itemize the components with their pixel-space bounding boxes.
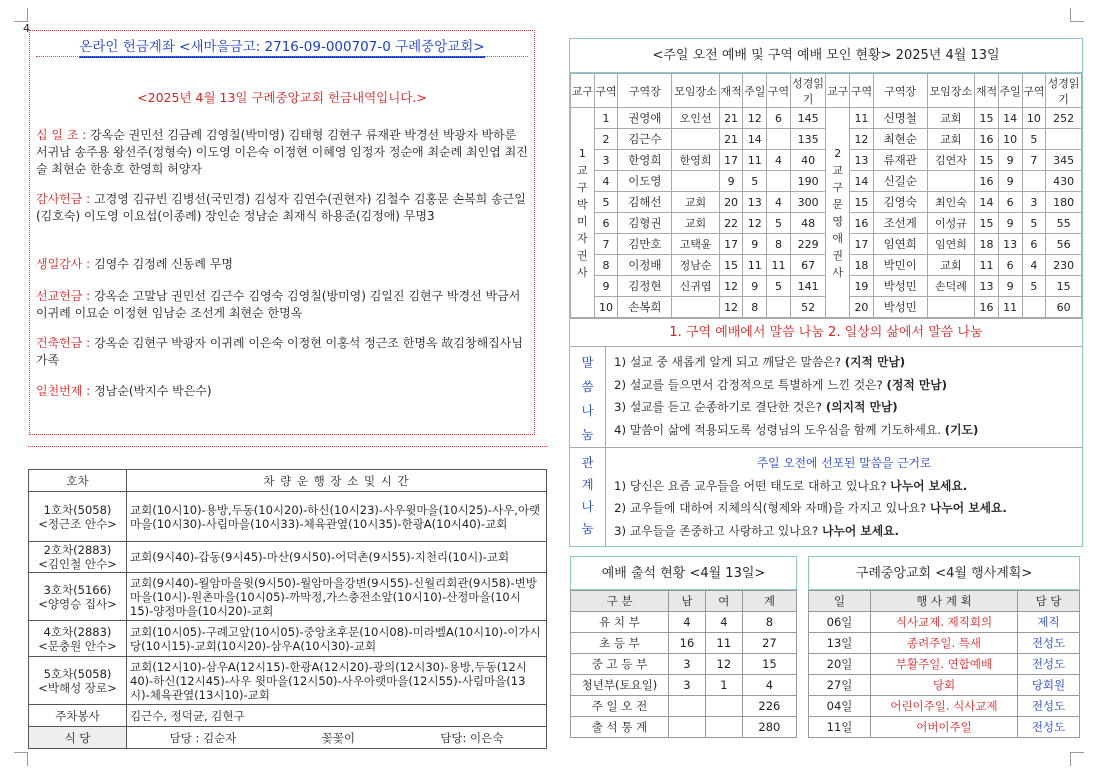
- worship-cell: 229: [790, 234, 826, 255]
- worship-cell: 류재관: [873, 150, 927, 171]
- worship-cell: 6: [767, 108, 791, 129]
- worship-cell: 9: [743, 234, 767, 255]
- attendance-cell: 출 석 통 계: [571, 717, 669, 738]
- event-plan-cell: 04일: [809, 696, 871, 717]
- worship-row: [571, 108, 1082, 129]
- bus-route-4: 교회(10시05)-구례고앞(10시05)-중앙초후문(10시08)-미라벨A(10시10)-이가시당(10시15)-교회(10시20)-삼우A(10시30)-교회: [127, 621, 547, 657]
- event-plan-cell: 전성도: [1018, 654, 1080, 675]
- worship-cell: 14: [743, 129, 767, 150]
- worship-header-cell: 성경읽기: [790, 74, 826, 108]
- attendance-box: [570, 556, 797, 738]
- worship-header-cell: 주일: [743, 74, 767, 108]
- attendance-cell: 226: [742, 696, 796, 717]
- worship-cell: 임연희: [927, 234, 974, 255]
- worship-cell: 230: [1046, 255, 1082, 276]
- worship-header-cell: 구역: [767, 74, 791, 108]
- worship-header-cell: 모임장소: [927, 74, 974, 108]
- worship-cell: [767, 129, 791, 150]
- attendance-cell: 16: [669, 633, 706, 654]
- attendance-header: 구 분: [571, 591, 669, 612]
- worship-cell: [927, 171, 974, 192]
- worship-cell: 오인선: [672, 108, 719, 129]
- worship-cell: 김근수: [618, 129, 672, 150]
- event-plan-cell: 어린이주일. 식사교제: [871, 696, 1018, 717]
- worship-cell: 교회: [927, 108, 974, 129]
- thanks-list: 감사헌금 : 고경영 김규빈 김병선(국민경) 김성자 김연수(권현자) 김철수 김홍문 손복희 송근일(김호숙) 이도영 이요섭(이종례) 장인순 정남순 최재식 하용준(김정애) 무명3: [36, 192, 526, 223]
- relation-heading: 주일 오전에 선포된 말씀을 근거로: [756, 456, 932, 470]
- worship-cell: 15: [975, 150, 999, 171]
- worship-cell: 16: [975, 297, 999, 318]
- worship-header-cell: 교구: [571, 74, 595, 108]
- worship-cell: 김만호: [618, 234, 672, 255]
- worship-cell: 12: [719, 297, 743, 318]
- worship-cell: 3: [1022, 192, 1046, 213]
- bus-car-1: 1호차(5058) <정근조 안수>: [29, 492, 127, 542]
- worship-cell: 11: [767, 255, 791, 276]
- worship-cell: 11: [743, 150, 767, 171]
- worship-cell: 신귀엽: [672, 276, 719, 297]
- worship-cell: 최인숙: [927, 192, 974, 213]
- word-sharing: [570, 346, 1082, 447]
- mission-list: 선교헌금 : 강옥순 고말남 권민선 김근수 김영숙 김영칠(방미영) 김일진 김현구 박경선 박금서 이귀례 이묘순 이정현 임남순 조선게 최현순 한명옥: [36, 289, 521, 320]
- attendance-table: [570, 590, 797, 738]
- worship-cell: 135: [790, 129, 826, 150]
- worship-cell: 19: [850, 276, 874, 297]
- worship-cell: 48: [790, 213, 826, 234]
- question-2: 2) 설교를 들으면서 감정적으로 특별하게 느낀 것은? (정적 만남): [614, 377, 948, 392]
- worship-cell: 11: [998, 297, 1022, 318]
- worship-cell: 이도영: [618, 171, 672, 192]
- worship-cell: 17: [850, 234, 874, 255]
- worship-cell: 18: [975, 234, 999, 255]
- worship-cell: [672, 297, 719, 318]
- worship-cell: 17: [719, 150, 743, 171]
- event-plan-cell: 당회: [871, 675, 1018, 696]
- worship-cell: 최현순: [873, 129, 927, 150]
- bus-route-2: 교회(9시40)-갑동(9시45)-마산(9시50)-어덕촌(9시55)-지천리(10시)-교회: [127, 542, 547, 573]
- event-plan-cell: 종려주일. 특새: [871, 633, 1018, 654]
- worship-cell: 9: [743, 276, 767, 297]
- attendance-cell: 15: [742, 654, 796, 675]
- attendance-cell: 중 고 등 부: [571, 654, 669, 675]
- worship-cell: 9: [998, 150, 1022, 171]
- worship-cell: 13: [743, 192, 767, 213]
- worship-cell: 9: [719, 171, 743, 192]
- crop-mark-br: [1070, 752, 1084, 766]
- sermon-heading: 1. 구역 예배에서 말씀 나눔 2. 일상의 삶에서 말씀 나눔: [570, 318, 1082, 346]
- worship-cell: 2: [594, 129, 618, 150]
- event-plan-cell: 11일: [809, 717, 871, 738]
- attendance-cell: 1: [705, 675, 742, 696]
- worship-cell: 15: [719, 255, 743, 276]
- parking-names: 김근수, 정덕균, 김현구: [127, 705, 547, 727]
- page-number: 4: [23, 22, 30, 35]
- worship-cell: 7: [594, 234, 618, 255]
- attendance-header: 남: [669, 591, 706, 612]
- worship-cell: 15: [975, 213, 999, 234]
- worship-cell: 20: [850, 297, 874, 318]
- worship-cell: 141: [790, 276, 826, 297]
- attendance-cell: 유 치 부: [571, 612, 669, 633]
- worship-cell: 345: [1046, 150, 1082, 171]
- relation-sharing-side: 관 계 나 눔: [570, 448, 606, 546]
- worship-cell: 김형권: [618, 213, 672, 234]
- attendance-title: 예배 출석 현황 <4월 13일>: [570, 556, 797, 590]
- worship-cell: 5: [767, 276, 791, 297]
- worship-header-cell: 재적: [719, 74, 743, 108]
- worship-cell: 4: [767, 150, 791, 171]
- bus-route-1: 교회(10시10)-용방,두동(10시20)-하신(10시23)-사우윗마을(10시25)-사우,아랫마을(10시30)-사림마을(10시33)-체육관옆(10시35)-한광A(10시40)-교회: [127, 492, 547, 542]
- event-plan-table: [808, 590, 1080, 738]
- relation-3: 3) 교우들을 존중하고 사랑하고 있나요? 나누어 보세요.: [614, 523, 900, 538]
- question-3: 3) 설교를 듣고 순종하기로 결단한 것은? (의지적 만남): [614, 400, 898, 414]
- worship-cell: 4: [767, 192, 791, 213]
- worship-cell: 14: [998, 108, 1022, 129]
- worship-cell: 52: [790, 297, 826, 318]
- event-plan-cell: 제직: [1018, 612, 1080, 633]
- crop-mark-tl: [14, 8, 28, 22]
- attendance-header: 여: [705, 591, 742, 612]
- worship-cell: [672, 129, 719, 150]
- worship-cell: 신길순: [873, 171, 927, 192]
- event-plan-cell: 06일: [809, 612, 871, 633]
- event-plan-cell: 13일: [809, 633, 871, 654]
- worship-cell: 13: [850, 150, 874, 171]
- offering-heading: <2025년 4월 13일 구례중앙교회 헌금내역입니다.>: [137, 90, 427, 105]
- birthday-list: 생일감사 : 김영수 김정례 신동례 무명: [36, 257, 234, 271]
- event-plan-cell: 식사교제. 제직회의: [871, 612, 1018, 633]
- attendance-cell: 4: [669, 612, 706, 633]
- worship-cell: 4: [1022, 255, 1046, 276]
- worship-cell: 21: [719, 108, 743, 129]
- attendance-header: 계: [742, 591, 796, 612]
- worship-cell: 8: [743, 297, 767, 318]
- worship-cell: 67: [790, 255, 826, 276]
- worship-cell: 9: [998, 276, 1022, 297]
- worship-cell: 박성민: [873, 276, 927, 297]
- event-plan-header: 일: [809, 591, 871, 612]
- event-plan-cell: 20일: [809, 654, 871, 675]
- bus-car-4: 4호차(2883) <문충원 안수>: [29, 621, 127, 657]
- worship-cell: 3: [594, 150, 618, 171]
- worship-cell: 8: [767, 234, 791, 255]
- attendance-cell: 11: [705, 633, 742, 654]
- word-sharing-side: 말 씀 나 눔: [570, 347, 606, 447]
- event-plan-cell: 어버이주일: [871, 717, 1018, 738]
- bank-account-line: 온라인 헌금계좌 <새마을금고: 2716-09-000707-0 구례중앙교회>: [30, 35, 534, 55]
- worship-cell: 손덕례: [927, 276, 974, 297]
- worship-cell: 김연자: [927, 150, 974, 171]
- worship-cell: 14: [975, 192, 999, 213]
- worship-cell: 17: [719, 234, 743, 255]
- worship-cell: 10: [998, 129, 1022, 150]
- worship-cell: 5: [743, 171, 767, 192]
- worship-cell: 55: [1046, 213, 1082, 234]
- bus-schedule: [28, 446, 547, 746]
- question-4: 4) 말씀이 삶에 적용되도록 성령님의 도우심을 함께 기도하세요. (기도): [614, 422, 979, 437]
- worship-header-cell: 구역장: [618, 74, 672, 108]
- attendance-cell: 초 등 부: [571, 633, 669, 654]
- attendance-cell: [705, 717, 742, 738]
- worship-cell: 14: [850, 171, 874, 192]
- worship-cell: 60: [1046, 297, 1082, 318]
- worship-table: [570, 73, 1082, 318]
- worship-cell: 5: [1022, 213, 1046, 234]
- worship-cell: [1046, 129, 1082, 150]
- worship-cell: 12: [719, 276, 743, 297]
- bus-header-car: 호차: [29, 470, 127, 492]
- worship-cell: 한영희: [618, 150, 672, 171]
- worship-cell: 252: [1046, 108, 1082, 129]
- worship-cell: 5: [1022, 129, 1046, 150]
- worship-cell: 180: [1046, 192, 1082, 213]
- bus-route-5: 교회(12시10)-삼우A(12시15)-한광A(12시20)-광의(12시30)-용방,두동(12시40)-하신(12시45)-사우 윗마을(12시50)-사우아랫마을(12시55)-사림마을(13시)-체육관옆(13시10)-교회: [127, 657, 547, 705]
- event-plan-box: [808, 556, 1080, 738]
- worship-cell: 56: [1046, 234, 1082, 255]
- worship-cell: [1022, 297, 1046, 318]
- attendance-cell: [705, 696, 742, 717]
- worship-header-cell: 구역: [1022, 74, 1046, 108]
- event-plan-cell: 전성도: [1018, 696, 1080, 717]
- worship-cell: 정남순: [672, 255, 719, 276]
- bus-car-5: 5호차(5058) <박해성 장로>: [29, 657, 127, 705]
- worship-cell: 16: [975, 171, 999, 192]
- worship-header-cell: 재적: [975, 74, 999, 108]
- worship-cell: 임연희: [873, 234, 927, 255]
- worship-cell: 교회: [672, 213, 719, 234]
- worship-cell: 16: [975, 129, 999, 150]
- relation-1: 1) 당신은 요즘 교우들을 어떤 태도로 대하고 있나요? 나누어 보세요.: [614, 478, 968, 493]
- worship-cell: 고택윤: [672, 234, 719, 255]
- worship-cell: 박성민: [873, 297, 927, 318]
- attendance-cell: 280: [742, 717, 796, 738]
- worship-header-cell: 구역장: [873, 74, 927, 108]
- worship-cell: 이성규: [927, 213, 974, 234]
- worship-cell: 12: [743, 213, 767, 234]
- worship-header-cell: 구역: [850, 74, 874, 108]
- building-list: 건축헌금 : 강옥순 김현구 박광자 이귀례 이은숙 이정현 이홍석 정근조 한명옥 故김창해집사님가족: [36, 336, 523, 367]
- worship-cell: 신명철: [873, 108, 927, 129]
- event-plan-header: 행 사 계 획: [871, 591, 1018, 612]
- worship-header-cell: 교구: [826, 74, 850, 108]
- attendance-cell: 4: [705, 612, 742, 633]
- worship-cell: 430: [1046, 171, 1082, 192]
- worship-cell: 8: [594, 255, 618, 276]
- worship-cell: 11: [743, 255, 767, 276]
- worship-cell: 145: [790, 108, 826, 129]
- worship-cell: 5: [1022, 276, 1046, 297]
- crop-mark-bl: [14, 752, 28, 766]
- attendance-cell: 8: [742, 612, 796, 633]
- worship-cell: 김해선: [618, 192, 672, 213]
- worship-cell: 11: [975, 255, 999, 276]
- worship-cell: 1: [594, 108, 618, 129]
- worship-cell: 21: [719, 129, 743, 150]
- event-plan-cell: 전성도: [1018, 633, 1080, 654]
- worship-cell: 9: [998, 171, 1022, 192]
- worship-cell: 10: [1022, 108, 1046, 129]
- attendance-cell: 3: [669, 654, 706, 675]
- attendance-cell: 3: [669, 675, 706, 696]
- worship-cell: 16: [850, 213, 874, 234]
- event-plan-cell: 당회원: [1018, 675, 1080, 696]
- worship-cell: 11: [850, 108, 874, 129]
- worship-header-cell: 성경읽기: [1046, 74, 1082, 108]
- worship-cell: 12: [850, 129, 874, 150]
- worship-cell: 교회: [927, 129, 974, 150]
- worship-cell: [767, 171, 791, 192]
- worship-cell: 김영숙: [873, 192, 927, 213]
- attendance-cell: [669, 717, 706, 738]
- worship-cell: 10: [594, 297, 618, 318]
- worship-cell: 15: [1046, 276, 1082, 297]
- worship-cell: 손복희: [618, 297, 672, 318]
- worship-cell: 190: [790, 171, 826, 192]
- worship-status: [569, 38, 1083, 547]
- attendance-cell: 12: [705, 654, 742, 675]
- worship-cell: 교회: [672, 192, 719, 213]
- worship-cell: 박민이: [873, 255, 927, 276]
- worship-cell: 교회: [927, 255, 974, 276]
- worship-cell: 18: [850, 255, 874, 276]
- kitchen-label: 식 당: [29, 727, 127, 749]
- worship-cell: 40: [790, 150, 826, 171]
- worship-cell: 이정배: [618, 255, 672, 276]
- crop-mark-tr: [1070, 8, 1084, 22]
- bus-header-route: 차 량 운 행 장 소 및 시 간: [127, 470, 547, 492]
- offering-box: [29, 30, 535, 435]
- worship-cell: 4: [594, 171, 618, 192]
- bus-route-3: 교회(9시40)-월암마을윗(9시50)-월암마을강변(9시55)-신월리회관(9시58)-변방마을(10시)-원촌마을(10시05)-까막정,가스충전소앞(10시10)-산정마을(10시15)-양정마을(10시20)-교회: [127, 573, 547, 621]
- event-plan-cell: 27일: [809, 675, 871, 696]
- worship-cell: 6: [998, 255, 1022, 276]
- event-plan-header: 담 당: [1018, 591, 1080, 612]
- attendance-cell: 주 일 오 전: [571, 696, 669, 717]
- attendance-cell: 27: [742, 633, 796, 654]
- worship-cell: [927, 297, 974, 318]
- worship-cell: 한영희: [672, 150, 719, 171]
- worship-cell: 13: [975, 276, 999, 297]
- worship-cell: 조선게: [873, 213, 927, 234]
- worship-cell: 15: [850, 192, 874, 213]
- worship-cell: 22: [719, 213, 743, 234]
- question-1: 1) 설교 중 새롭게 알게 되고 깨달은 말씀은? (지적 만남): [614, 355, 906, 369]
- worship-cell: 9: [998, 213, 1022, 234]
- worship-header-cell: 구역: [594, 74, 618, 108]
- worship-title: <주일 오전 예배 및 구역 예배 모인 현황> 2025년 4월 13일: [570, 39, 1082, 73]
- worship-cell: [767, 297, 791, 318]
- worship-cell: 13: [998, 234, 1022, 255]
- worship-cell: [1022, 171, 1046, 192]
- district-1-label: 1교구박미자권사: [571, 108, 595, 318]
- worship-cell: 5: [767, 213, 791, 234]
- district-2-label: 2교구문영애권사: [826, 108, 850, 318]
- event-plan-cell: 부활주일. 연합예배: [871, 654, 1018, 675]
- attendance-cell: 4: [742, 675, 796, 696]
- bus-car-3: 3호차(5166) <양영승 집사>: [29, 573, 127, 621]
- worship-cell: 7: [1022, 150, 1046, 171]
- kitchen-row: 담당 : 김순자 꽃꽃이 담당: 이은숙: [127, 727, 547, 749]
- relation-2: 2) 교우들에 대하여 지체의식(형제와 자매)을 가지고 있나요? 나누어 보세요.: [614, 501, 1007, 515]
- worship-header-cell: 주일: [998, 74, 1022, 108]
- worship-cell: 김정현: [618, 276, 672, 297]
- worship-cell: 15: [975, 108, 999, 129]
- worship-cell: 6: [594, 213, 618, 234]
- parking-label: 주차봉사: [29, 705, 127, 727]
- event-plan-title: 구례중앙교회 <4월 행사계획>: [808, 556, 1080, 590]
- worship-cell: 6: [1022, 234, 1046, 255]
- worship-cell: 12: [743, 108, 767, 129]
- worship-cell: [672, 171, 719, 192]
- relation-sharing: [570, 447, 1082, 546]
- attendance-cell: 청년부(토요일): [571, 675, 669, 696]
- first-offering-list: 일천번제 : 정남순(박지수 박은수): [36, 384, 212, 398]
- attendance-cell: [669, 696, 706, 717]
- worship-cell: 300: [790, 192, 826, 213]
- worship-cell: 9: [594, 276, 618, 297]
- worship-cell: 20: [719, 192, 743, 213]
- bus-car-2: 2호차(2883) <김인철 안수>: [29, 542, 127, 573]
- worship-cell: 5: [594, 192, 618, 213]
- event-plan-cell: 전성도: [1018, 717, 1080, 738]
- tithe-list: 십 일 조 : 강옥순 권민선 김금례 김영칠(박미영) 김태형 김현구 류재관 박경선 박광자 박하룬 서귀남 송주용 왕선주(정형숙) 이도영 이은숙 이정현 이혜영 임정자 정순애 최순례 최인엽 최진술 최현순 한송호 한영희 허양자: [36, 128, 528, 176]
- worship-cell: 6: [998, 192, 1022, 213]
- worship-header-cell: 모임장소: [672, 74, 719, 108]
- worship-cell: 권영애: [618, 108, 672, 129]
